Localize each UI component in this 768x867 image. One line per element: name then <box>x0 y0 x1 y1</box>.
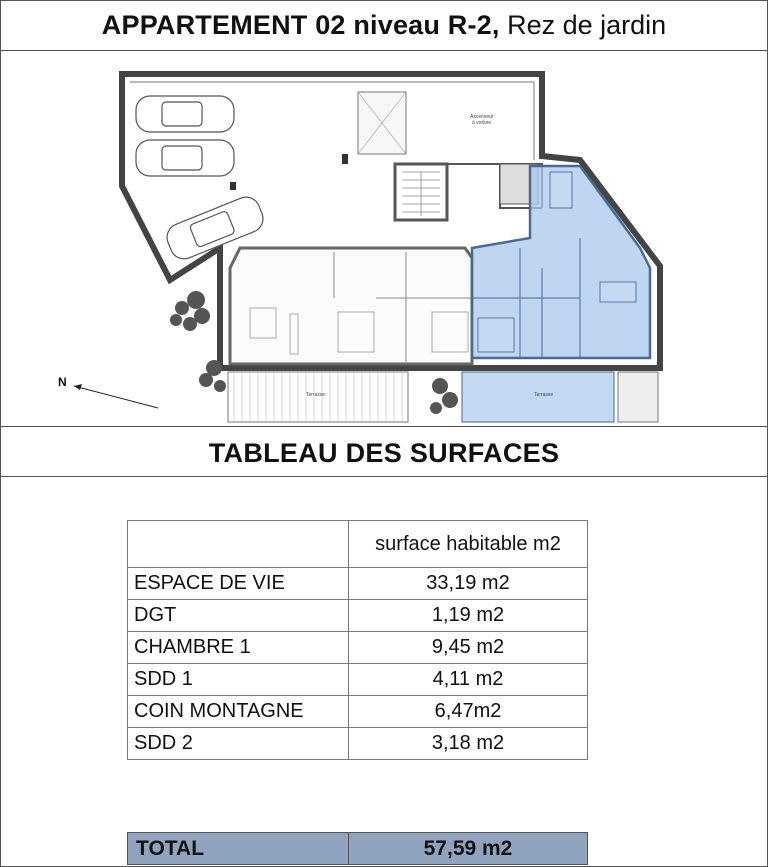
room-name: CHAMBRE 1 <box>128 632 349 664</box>
terrace-right-label: Terrasse <box>534 392 554 398</box>
total-row <box>128 833 588 865</box>
room-area: 6,47m2 <box>349 696 588 728</box>
table-row <box>128 632 588 664</box>
floor-plan <box>58 68 670 426</box>
total-table <box>127 832 588 865</box>
table-row <box>128 696 588 728</box>
apartment-level: Rez de jardin <box>507 9 667 40</box>
north-label: N <box>58 375 67 389</box>
car-icon <box>136 96 267 263</box>
room-name: SDD 1 <box>128 664 349 696</box>
room-area: 3,18 m2 <box>349 728 588 760</box>
terrace-left-label: Terrasse <box>306 392 326 398</box>
title-divider <box>0 476 768 477</box>
page-header <box>0 0 768 50</box>
elevator-label: Ascenseur <box>470 114 494 120</box>
total-label: TOTAL <box>128 833 349 865</box>
header-divider <box>0 50 768 51</box>
room-area: 4,11 m2 <box>349 664 588 696</box>
room-area: 1,19 m2 <box>349 600 588 632</box>
table-row <box>128 600 588 632</box>
room-name: COIN MONTAGNE <box>128 696 349 728</box>
elevator-label-2: à voiture <box>472 120 492 126</box>
table-header-row <box>128 521 588 568</box>
table-header-empty <box>128 521 349 568</box>
room-name: SDD 2 <box>128 728 349 760</box>
column-header: surface habitable m2 <box>349 521 588 568</box>
room-name: DGT <box>128 600 349 632</box>
room-area: 33,19 m2 <box>349 568 588 600</box>
surfaces-title: TABLEAU DES SURFACES <box>208 437 560 468</box>
apartment-title: APPARTEMENT 02 niveau R-2, <box>101 9 500 40</box>
total-value: 57,59 m2 <box>349 833 588 865</box>
table-row <box>128 664 588 696</box>
plan-divider <box>0 426 768 427</box>
table-row <box>128 728 588 760</box>
surfaces-table <box>127 520 588 760</box>
room-area: 9,45 m2 <box>349 632 588 664</box>
room-name: ESPACE DE VIE <box>128 568 349 600</box>
apartment-01-outline <box>230 248 472 364</box>
table-row <box>128 568 588 600</box>
